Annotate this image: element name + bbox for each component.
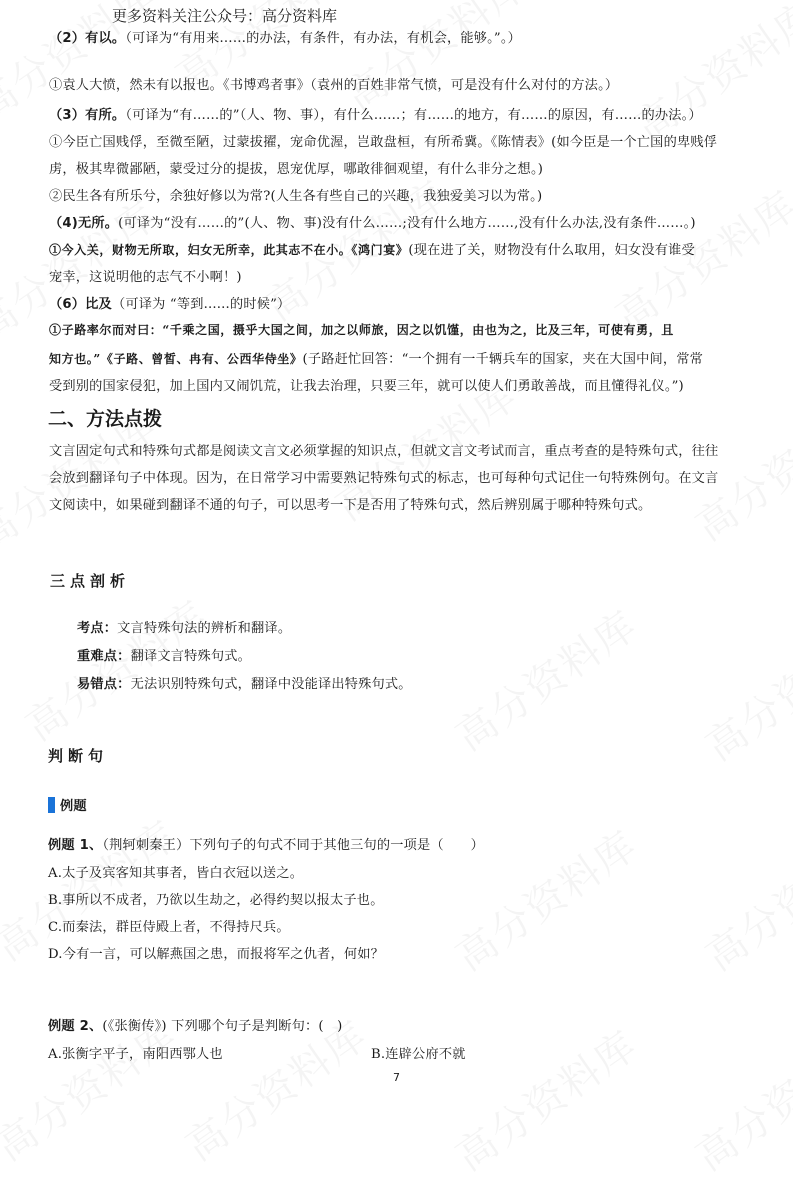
watermark: [693, 815, 793, 982]
example-line: ②民生各有所乐兮，余独好修以为常?(人生各有些自己的兴趣，我独爱美习以为常。): [49, 189, 543, 204]
example-heading: [48, 795, 87, 814]
option-a: A.太子及宾客知其事者，皆白衣冠以送之。: [48, 866, 304, 881]
question-label: 例题 2、: [48, 1019, 103, 1034]
question-stem: (《张衡传》) 下列哪个句子是判断句：( ): [102, 1019, 343, 1034]
point-text: 文言特殊句法的辨析和翻译。: [117, 621, 292, 636]
point-label: 重难点：: [77, 649, 131, 664]
option-a: A.张衡字平子，南阳西鄂人也: [48, 1047, 223, 1062]
page-number: 7: [393, 1071, 400, 1084]
item-label: （3）有所。: [49, 108, 126, 123]
option-b: B.事所以不成者，乃欲以生劫之，必得约契以报太子也。: [48, 893, 384, 908]
option-d: D.今有一言，可以解燕国之患，而报将军之仇者，何如？: [48, 947, 384, 962]
question-1: [48, 834, 484, 853]
example-line: [49, 321, 674, 338]
option-c: C.而秦法，群臣侍殿上者，不得持尺兵。: [48, 920, 290, 935]
paragraph-line: 会放到翻译句子中体现。因为，在日常学习中需要熟记特殊句式的标志，也可每种句式记住一句特殊例句。在文言: [49, 471, 719, 486]
analysis-point: [77, 673, 412, 692]
translation: (现在进了关，财物没有什么取用，妇女没有谁受: [408, 243, 695, 258]
accent-bar-icon: [48, 797, 55, 813]
example-line: ①今臣亡国贱俘，至微至陋，过蒙拔擢，宠命优渥，岂敢盘桓，有所希冀。《陈情表》(如今臣是一个亡国的卑贱俘: [49, 135, 718, 150]
item-you-yi: [49, 27, 521, 46]
watermark: [443, 1015, 648, 1182]
watermark: [443, 595, 648, 762]
analysis-title: 三点剖析: [50, 572, 131, 590]
example-line: 虏，极其卑微鄙陋，蒙受过分的提拔，恩宠优厚，哪敢徘徊观望，有什么非分之想。): [49, 162, 544, 177]
classical-quote: ①今入关，财物无所取，妇女无所幸，此其志不在小。《鸿门宴》: [49, 243, 409, 257]
classical-quote: ①子路率尔而对曰：“千乘之国，摄乎大国之间，加之以师旅，因之以饥馑，由也为之，比及三年，可使有勇，且: [49, 323, 674, 337]
option-b: B.连辟公府不就: [371, 1047, 466, 1062]
item-bi-ji: [49, 293, 290, 312]
item-label: （4)无所。: [49, 216, 119, 231]
watermark: [683, 1015, 793, 1182]
analysis-point: [77, 617, 291, 636]
point-label: 考点：: [77, 621, 118, 636]
example-line: 宠幸，这说明他的志气不小啊！): [49, 270, 242, 285]
watermark: [13, 585, 218, 752]
item-note: （可译为“有用来……的办法，有条件，有办法，有机会，能够。”。）: [125, 31, 522, 46]
example-line: [49, 239, 695, 258]
example-heading-label: 例题: [60, 799, 87, 814]
header-banner: 更多资料关注公众号：高分资料库: [112, 7, 338, 25]
watermark: [603, 175, 793, 342]
item-you-suo: [49, 104, 702, 123]
watermark: [693, 605, 793, 772]
point-text: 无法识别特殊句式，翻译中没能译出特殊句式。: [130, 677, 412, 692]
example-line: 受到别的国家侵犯，加上国内又闹饥荒，让我去治理，只要三年，就可以使人们勇敢善战，而且懂得礼仪。”): [49, 379, 684, 394]
analysis-point: [77, 645, 251, 664]
item-note: （可译为“有……的”（人、物、事），有什么……；有……的地方，有……的原因，有……的办法。）: [125, 108, 702, 123]
item-label: （2）有以。: [49, 31, 126, 46]
paragraph-line: 文言固定句式和特殊句式都是阅读文言文必须掌握的知识点，但就文言文考试而言，重点考查的是特殊句式，往往: [49, 444, 719, 459]
point-label: 易错点：: [77, 677, 131, 692]
classical-quote: 知方也。”《子路、曾皙、冉有、公西华侍坐》: [49, 352, 303, 366]
judgment-title: 判断句: [48, 747, 109, 765]
question-2: [48, 1015, 343, 1034]
item-note: (可译为“没有……的”(人、物、事)没有什么……;没有什么地方……,没有什么办法,没有条件……。): [118, 216, 696, 231]
question-label: 例题 1、: [48, 838, 103, 853]
item-wu-suo: [49, 212, 696, 231]
example-line: ①袁人大愤，然未有以报也。《书博鸡者事》（袁州的百姓非常气愤，可是没有什么对付的方法。）: [49, 78, 619, 93]
paragraph-line: 文阅读中，如果碰到翻译不通的句子，可以思考一下是否用了特殊句式，然后辨别属于哪种特殊句式。: [49, 498, 652, 513]
watermark: [623, 0, 793, 152]
item-note: （可译为 “等到......的时候”）: [111, 297, 291, 312]
example-line: [49, 348, 703, 367]
question-stem: （荆轲刺秦王）下列句子的句式不同于其他三句的一项是（ ）: [102, 838, 484, 853]
item-label: （6）比及: [49, 297, 112, 312]
translation: (子路赶忙回答：“一个拥有一千辆兵车的国家，夹在大国中间，常常: [302, 352, 704, 367]
point-text: 翻译文言特殊句式。: [130, 649, 252, 664]
section-title: 二、方法点拨: [48, 408, 163, 430]
